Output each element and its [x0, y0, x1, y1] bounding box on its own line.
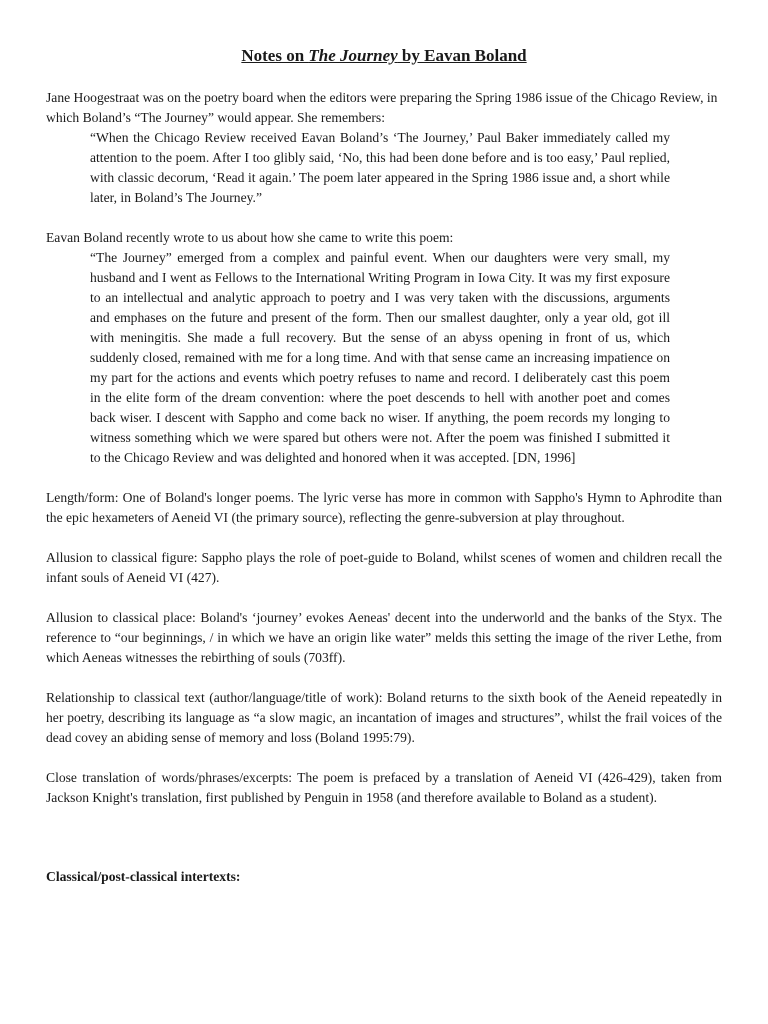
translation-paragraph: Close translation of words/phrases/excerpts: The poem is prefaced by a translation of Aeneid VI (426-429), taken from Jackson Knight's translation, first published by Penguin in 1958 (and therefore available to Boland as a student). — [46, 770, 722, 805]
spacer — [46, 588, 722, 608]
title-suffix: by Eavan Boland — [397, 46, 527, 65]
title-italic: The Journey — [308, 46, 398, 65]
spacer — [46, 668, 722, 688]
allusion-place-paragraph: Allusion to classical place: Boland's ‘journey’ evokes Aeneas' decent into the underworld and the banks of the Styx. The reference to “our beginnings, / in which we have an origin like water” melds this setting the image of the river Lethe, from which Aeneas witnesses the rebirthing of souls (703ff). — [46, 610, 722, 665]
document-page — [46, 44, 722, 887]
spacer — [46, 748, 722, 768]
spacer — [46, 528, 722, 548]
boland-quote: “The Journey” emerged from a complex and painful event. When our daughters were very small, my husband and I went as Fellows to the International Writing Program in Iowa City. It was my first exposure to an intellectual and analytic approach to poetry and I was very taken with the discussions, arguments and emphases on the future and present of the form. Then our smallest daughter, only a year old, got ill with meningitis. She made a full recovery. But the sense of an abyss opening in front of us, which suddenly closed, remained with me for a long time. And with that sense came an increasing impatience on my part for the actions and events which poetry refuses to name and record. I deliberately cast this poem in the elite form of the dream convention: where the poet descends to hell with another poet and comes back wiser. I descent with Sappho and come back no wiser. If anything, the poem records my longing to witness something which we were spared but others were not. After the poem was finished I submitted it to the Chicago Review and was delighted and honored when it was accepted. [DN, 1996] — [90, 250, 670, 465]
relationship-paragraph: Relationship to classical text (author/language/title of work): Boland returns to the sixth book of the Aeneid repeatedly in her poetry, describing its language as “a slow magic, an incantation of images and structures”, whilst the frail voices of the dead covey an abiding sense of memory and loss (Boland 1995:79). — [46, 690, 722, 745]
spacer — [46, 808, 722, 867]
spacer — [46, 208, 722, 228]
boland-intro: Eavan Boland recently wrote to us about how she came to write this poem: — [46, 230, 454, 245]
allusion-figure-paragraph: Allusion to classical figure: Sappho plays the role of poet-guide to Boland, whilst scenes of women and children recall the infant souls of Aeneid VI (427). — [46, 550, 722, 585]
spacer — [46, 468, 722, 488]
hoogestraat-intro: Jane Hoogestraat was on the poetry board when the editors were preparing the Spring 1986 issue of the Chicago Review, in which Boland’s “The Journey” would appear. She remembers: — [46, 90, 718, 125]
title-prefix: Notes on — [241, 46, 309, 65]
intertexts-heading: Classical/post-classical intertexts: — [46, 869, 241, 884]
length-form-paragraph: Length/form: One of Boland's longer poems. The lyric verse has more in common with Sappho's Hymn to Aphrodite than the epic hexameters of Aeneid VI (the primary source), reflecting the genre-subversion at play throughout. — [46, 490, 722, 525]
hoogestraat-quote: “When the Chicago Review received Eavan Boland’s ‘The Journey,’ Paul Baker immediately called my attention to the poem. After I too glibly said, ‘No, this had been done before and is too easy,’ Paul replied, with classic decorum, ‘Read it again.’ The poem later appeared in the Spring 1986 issue and, a short while later, in Boland’s The Journey.” — [90, 130, 670, 205]
page-title — [46, 44, 722, 68]
